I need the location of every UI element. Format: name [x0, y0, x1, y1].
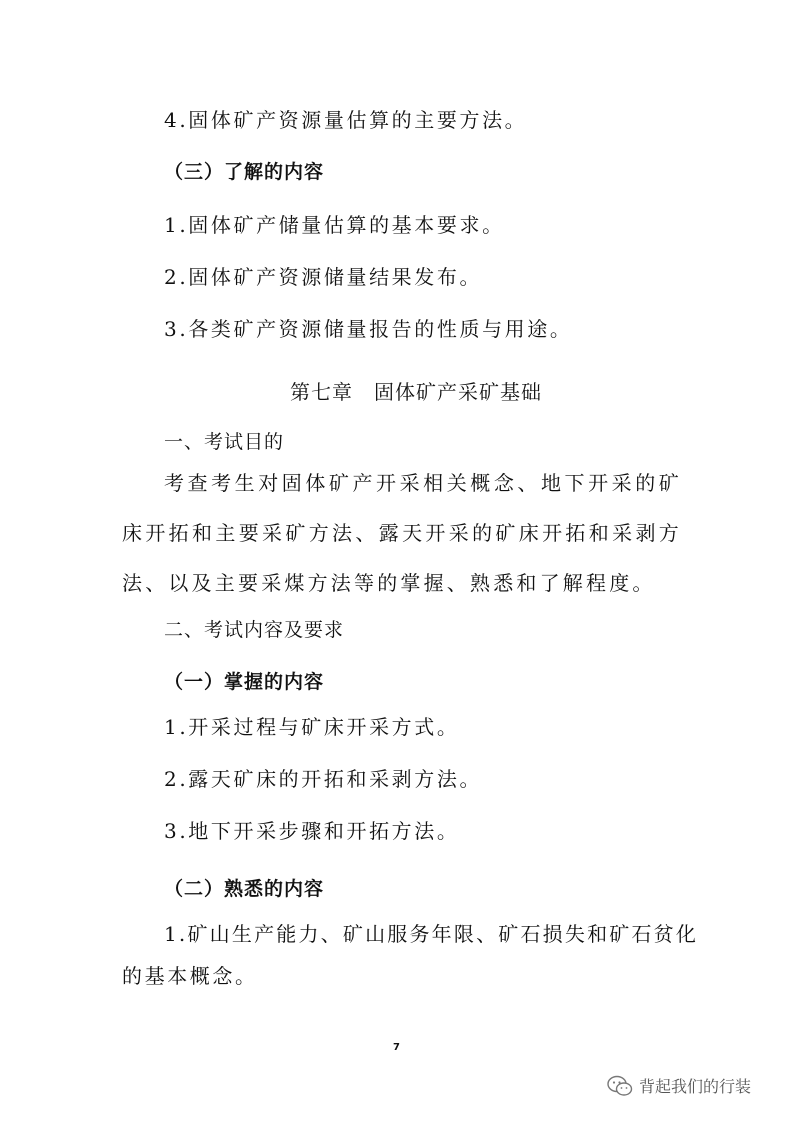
list-item: 4.固体矿产资源量估算的主要方法。	[164, 108, 528, 132]
list-item: 1.固体矿产储量估算的基本要求。	[164, 213, 505, 237]
list-item: 1.开采过程与矿床开采方式。	[164, 715, 460, 739]
list-item: 2.固体矿产资源储量结果发布。	[164, 265, 483, 289]
subsection-heading: （一）掌握的内容	[164, 671, 325, 693]
list-item: 1.矿山生产能力、矿山服务年限、矿石损失和矿石贫化	[164, 922, 699, 946]
watermark	[607, 1074, 751, 1097]
list-item: 3.各类矿产资源储量报告的性质与用途。	[164, 317, 573, 341]
list-item: 2.露天矿床的开拓和采剥方法。	[164, 767, 483, 791]
list-item-continuation: 的基本概念。	[122, 964, 258, 988]
subsection-heading: （三）了解的内容	[164, 161, 325, 183]
subsection-heading: （二）熟悉的内容	[164, 878, 325, 900]
watermark-text: 背起我们的行装	[639, 1077, 752, 1096]
section-heading: 二、考试内容及要求	[164, 619, 345, 641]
chapter-title: 第七章 固体矿产采矿基础	[290, 380, 542, 404]
page-number: 7	[393, 1042, 400, 1053]
list-item: 3.地下开采步骤和开拓方法。	[164, 819, 460, 843]
section-heading: 一、考试目的	[164, 431, 285, 453]
wechat-icon	[607, 1075, 633, 1097]
body-paragraph: 考查考生对固体矿产开采相关概念、地下开采的矿床开拓和主要采矿方法、露天开采的矿床开拓和采剥方法、以及主要采煤方法等的掌握、熟悉和了解程度。	[122, 471, 682, 595]
